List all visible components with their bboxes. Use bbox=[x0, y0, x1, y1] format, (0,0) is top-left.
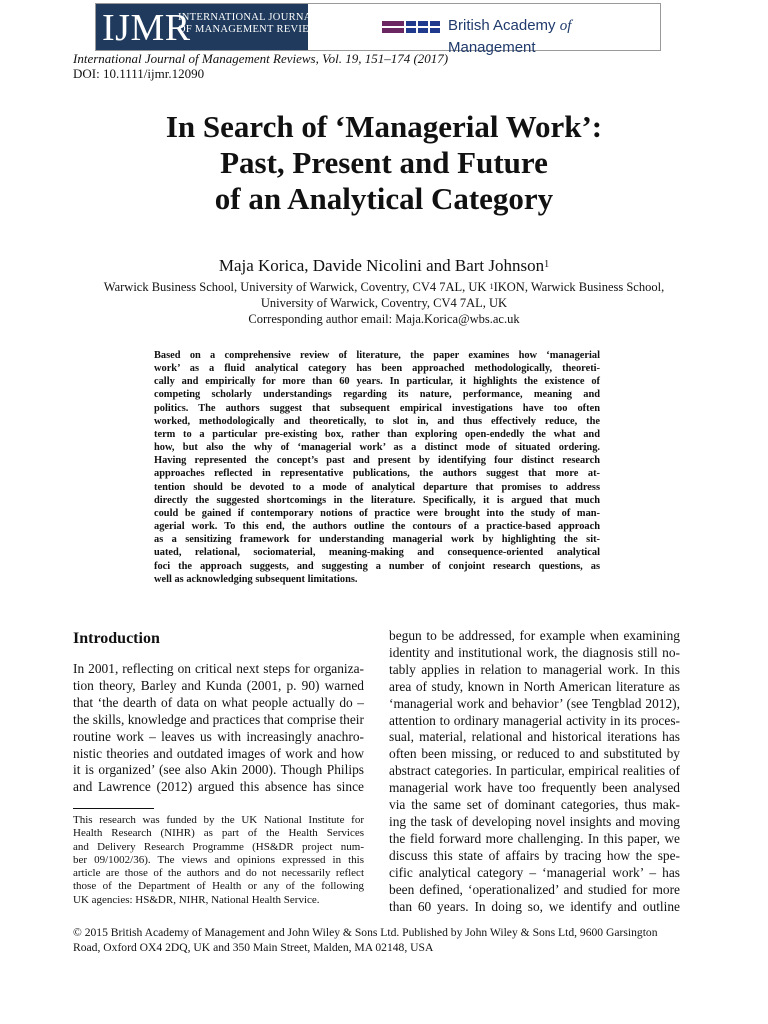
body-line: cific analytical category – ‘managerial work’ – has bbox=[389, 864, 680, 880]
abstract-line: as a sensitizing framework for understanding managerial work by highlighting the sit- bbox=[154, 534, 600, 546]
footnote-line: ber 09/1002/36). The views and opinions expressed in this bbox=[73, 853, 364, 866]
affiliation-ikon: IKON, Warwick Business School, bbox=[493, 280, 665, 294]
abstract bbox=[154, 349, 600, 586]
abstract-line: approaches reflected in representative publications, the authors suggest that more at- bbox=[154, 468, 600, 480]
abstract-line: work’ as a fluid analytical category has been approached methodologically, theoreti- bbox=[154, 363, 600, 375]
ijmr-logo-letters: IJMR bbox=[102, 7, 191, 49]
footnote-line: Health Research (NIHR) as part of the Health Services bbox=[73, 827, 364, 840]
abstract-line: term to a particular pre-existing box, rather than exploring open-endedly the what and bbox=[154, 428, 600, 440]
body-line: ‘managerial work and behavior’ (see Tengblad 2012), bbox=[389, 695, 680, 711]
intro-column-left bbox=[73, 661, 364, 796]
abstract-line: Having represented the concept’s past and present by identifying four distinct research bbox=[154, 455, 600, 467]
body-line: it is organized’ (see also Akin 2000). Though Philips bbox=[73, 762, 364, 778]
copyright-notice bbox=[73, 925, 683, 955]
intro-column-right bbox=[389, 628, 680, 915]
bam-text-of: of bbox=[559, 18, 572, 34]
section-heading-introduction: Introduction bbox=[73, 630, 160, 647]
ijmr-logo bbox=[96, 4, 326, 50]
copyright-line: © 2015 British Academy of Management and John Wiley & Sons Ltd. Published by John Wiley & Sons Ltd, 9600 Garsington bbox=[73, 926, 658, 939]
abstract-line: how, but also the why of ‘managerial work’ as a distinct mode of situated ordering. bbox=[154, 442, 600, 454]
body-line: and Lawrence (2012) argued this absence has since bbox=[73, 779, 364, 795]
body-line: than 60 years. In doing so, we identify and outline bbox=[389, 898, 680, 914]
footnote-line: those of the Department of Health or any of the following bbox=[73, 880, 364, 893]
body-line: that ‘the dearth of data on what people actually do – bbox=[73, 694, 364, 710]
abstract-line: competing scholarly understandings regarding its nature, performance, meaning and bbox=[154, 389, 600, 401]
footnote-line: This research was funded by the UK National Institute for bbox=[73, 814, 364, 826]
affiliation-warwick: Warwick Business School, University of Warwick, Coventry, CV4 7AL, UK bbox=[103, 280, 490, 294]
body-line: begun to be addressed, for example when examining bbox=[389, 628, 680, 643]
doi: DOI: 10.1111/ijmr.12090 bbox=[73, 66, 205, 81]
body-line: been defined, ‘operationalized’ and studied for more bbox=[389, 881, 680, 897]
body-line: often been missing, or reduced to and substituted by bbox=[389, 746, 680, 762]
body-line: ing the task of developing novel insights and moving bbox=[389, 813, 680, 829]
ijmr-logo-subtitle bbox=[178, 12, 325, 36]
body-line: routine work – leaves us with increasingly anachro- bbox=[73, 728, 364, 744]
body-line: tion theory, Barley and Kunda (2001, p. 90) warned bbox=[73, 677, 364, 693]
abstract-line: well as acknowledging subsequent limitations. bbox=[154, 573, 358, 585]
abstract-line: foci the approach suggests, and suggesting a number of conjoint research questions, as bbox=[154, 560, 600, 572]
ijmr-logo-line1: INTERNATIONAL JOURNAL bbox=[178, 12, 319, 23]
abstract-line: could be gained if contemporary notions of practice were brought into the study of man- bbox=[154, 507, 600, 519]
paper-title-line2: Past, Present and Future bbox=[220, 145, 548, 180]
author-list bbox=[0, 256, 768, 276]
affiliation-line1 bbox=[0, 279, 768, 295]
body-line: attention to ordinary managerial activity in its proces- bbox=[389, 712, 680, 728]
body-line: identity and institutional work, the diagnosis still no- bbox=[389, 644, 680, 660]
abstract-line: cally and empirically for more than 60 years. In particular, it highlights the existence of bbox=[154, 376, 600, 388]
body-line: In 2001, reflecting on critical next steps for organiza- bbox=[73, 661, 364, 676]
footnote-line: UK agencies: HS&DR, NIHR, National Health Service. bbox=[73, 893, 320, 906]
affiliation-superscript: 1 bbox=[489, 282, 494, 291]
body-line: the field forward more challenging. In this paper, we bbox=[389, 830, 680, 846]
footnote-line: article are those of the authors and do not necessarily reflect bbox=[73, 867, 364, 879]
abstract-line: tention should be devoted to a mode of analytical departure that promises to address bbox=[154, 481, 600, 493]
abstract-line: politics. The authors suggest that subsequent empirical investigations have too often bbox=[154, 402, 600, 414]
abstract-line: directly the suggested shortcomings in the literature. Specifically, it is argued that much bbox=[154, 494, 600, 506]
bam-logo-text bbox=[448, 15, 660, 59]
body-line: via the same set of dominant categories, thus mak- bbox=[389, 797, 680, 813]
body-line: the skills, knowledge and practices that comprise their bbox=[73, 711, 364, 727]
ijmr-logo-line2: OF MANAGEMENT REVIEWS bbox=[178, 24, 326, 35]
body-line: nistic theories and outdated images of work and how bbox=[73, 745, 364, 761]
author-names: Maja Korica, Davide Nicolini and Bart Johnson bbox=[218, 256, 545, 275]
paper-title-line1: In Search of ‘Managerial Work’: bbox=[165, 109, 603, 144]
bam-text-pre: British Academy bbox=[448, 17, 560, 34]
bam-text-post: Management bbox=[448, 39, 536, 56]
body-line: discuss this state of affairs by tracing how the spe- bbox=[389, 847, 680, 863]
funding-footnote bbox=[73, 814, 364, 907]
body-line: sual, material, relational and historical iterations has bbox=[389, 729, 680, 745]
corresponding-email: Corresponding author email: Maja.Korica@wbs.ac.uk bbox=[248, 312, 520, 326]
body-line: managerial work have too frequently been analysed bbox=[389, 780, 680, 796]
author-superscript: 1 bbox=[544, 259, 550, 270]
bam-flag-icon bbox=[382, 21, 440, 33]
body-line: tably applies in relation to managerial work. In this bbox=[389, 661, 680, 677]
journal-banner bbox=[95, 3, 661, 56]
journal-citation: International Journal of Management Reviews, Vol. 19, 151–174 (2017) bbox=[73, 51, 449, 66]
footnote-divider bbox=[73, 808, 154, 809]
paper-title-line3: of an Analytical Category bbox=[214, 181, 554, 216]
copyright-line: Road, Oxford OX4 2DQ, UK and 350 Main Street, Malden, MA 02148, USA bbox=[73, 941, 434, 954]
abstract-line: agerial work. To this end, the authors outline the contours of a practice-based approach bbox=[154, 521, 600, 533]
abstract-line: worked, methodologically and theoretically, to slot in, and thus effectively reduce, the bbox=[154, 415, 600, 427]
body-line: abstract categories. In particular, empirical realities of bbox=[389, 763, 680, 779]
footnote-line: and Delivery Research Programme (HS&DR project num- bbox=[73, 840, 364, 853]
abstract-line: Based on a comprehensive review of literature, the paper examines how ‘managerial bbox=[154, 350, 600, 361]
body-line: area of study, known in North American literature as bbox=[389, 678, 680, 694]
abstract-line: uated, relational, sociomaterial, meaning-making and consequence-oriented analytical bbox=[154, 547, 600, 559]
affiliation-line2: University of Warwick, Coventry, CV4 7AL, UK bbox=[260, 296, 508, 310]
